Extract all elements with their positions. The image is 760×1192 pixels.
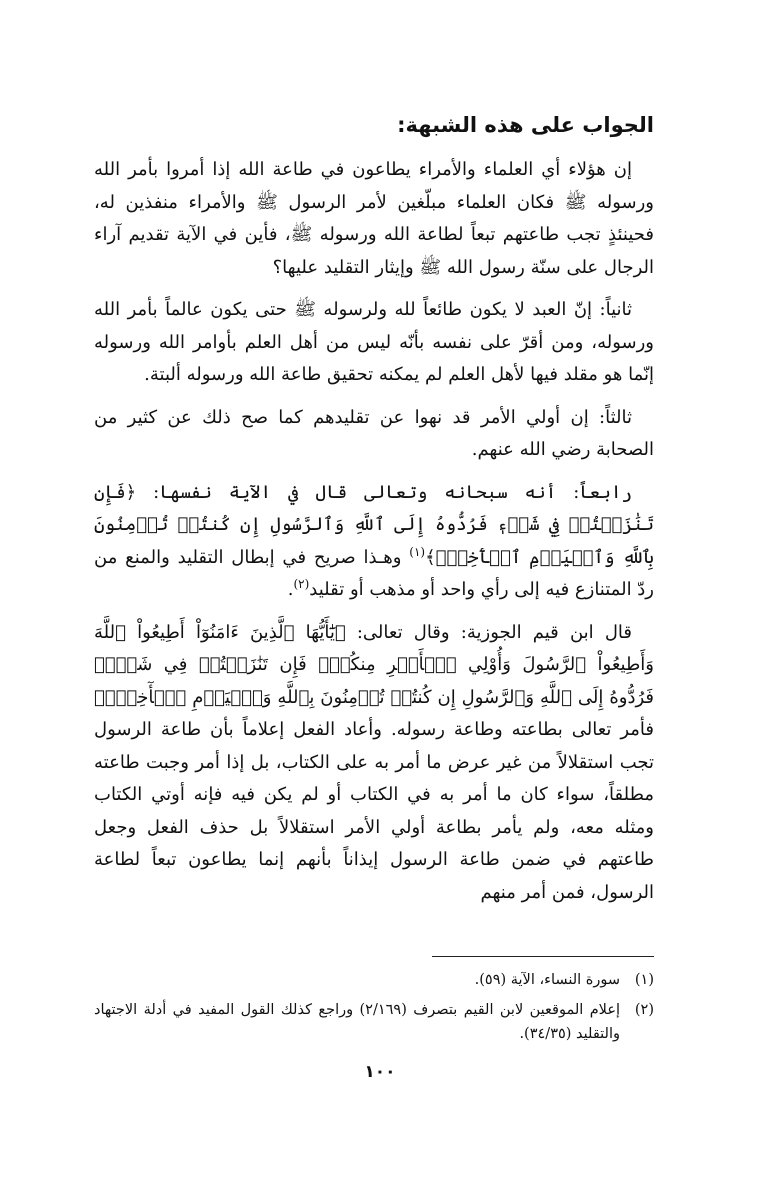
page-body — [94, 108, 654, 919]
footnote-number: (١) — [634, 972, 654, 988]
footnote-divider — [432, 956, 654, 957]
paragraph-2: ثانياً: إنّ العبد لا يكون طائعاً لله ولرسوله ﷺ حتى يكون عالماً بأمر الله ورسوله، ومن أقرّ على نفسه بأنّه ليس من أهل العلم بأوامر الله ورسوله إنّما هو مقلد فيها لأهل العلم لم يمكنه تحقيق طاعة الله ورسوله ألبتة. — [94, 299, 654, 385]
paragraph-4-text: وهـذا صريح في إبطال التقليد والمنع من ردّ المتنازع فيه إلى رأي واحد أو مذهب أو تقليد — [94, 546, 654, 600]
footnote-2 — [94, 998, 654, 1046]
paragraph-1: إن هؤلاء أي العلماء والأمراء يطاعون في طاعة الله إذا أمروا بأمر الله ورسوله ﷺ فكان العلماء مبلّغين لأمر الرسول ﷺ والأمراء منفذين له، فحينئذٍ تجب طاعتهم تبعاً لطاعة الله ورسوله ﷺ، فأين في الآية تقديم آراء الرجال على سنّة رسول الله ﷺ وإيثار التقليد عليها؟ — [94, 159, 654, 278]
footnote-text: سورة النساء، الآية (٥٩). — [474, 972, 620, 988]
footnotes — [94, 964, 654, 1052]
paragraph-4-quran-verse: رابعاً: أنه سبحانه وتعالى قال في الآية نفسها: ﴿فَإِن تَنَٰزَعۡتُمۡ فِي شَيۡءٖ فَرُدُّوهُ إِلَى ٱللَّهِ وَٱلرَّسُولِ إِن كُنتُمۡ تُؤۡمِنُونَ بِٱللَّهِ وَٱلۡيَوۡمِ ٱلۡأٓخِرِۚ﴾ — [94, 481, 654, 568]
paragraph-4-end: . — [287, 579, 294, 600]
footnote-ref-1: (١) — [409, 544, 426, 559]
footnote-number: (٢) — [634, 1002, 654, 1018]
page-number: ١٠٠ — [364, 1062, 396, 1082]
footnote-ref-2: (٢) — [293, 577, 310, 591]
paragraph-4 — [94, 477, 654, 607]
footnote-text: إعلام الموقعين لابن القيم بتصرف (٢/١٦٩) وراجع كذلك القول المفيد في أدلة الاجتهاد والتقليد (٣٤/٣٥). — [94, 1002, 621, 1042]
paragraph-3: ثالثاً: إن أولي الأمر قد نهوا عن تقليدهم كما صح ذلك عن كثير من الصحابة رضي الله عنهم. — [94, 406, 654, 460]
footnote-1 — [94, 968, 654, 992]
section-heading: الجواب على هذه الشبهة: — [397, 113, 654, 137]
paragraph-5: قال ابن قيم الجوزية: وقال تعالى: ﴿يَٰٓأَيُّهَا ٱلَّذِينَ ءَامَنُوٓاْ أَطِيعُواْ ٱللَّهَ وَأَطِيعُواْ ٱلرَّسُولَ وَأُوْلِي ٱلۡأَمۡرِ مِنكُمۡۖ فَإِن تَنَٰزَعۡتُمۡ فِي شَيۡءٖ فَرُدُّوهُ إِلَى ٱللَّهِ وَٱلرَّسُولِ إِن كُنتُمۡ تُؤۡمِنُونَ بِٱللَّهِ وَٱلۡيَوۡمِ ٱلۡأٓخِرِۚ﴾ فأمر تعالى بطاعته وطاعة رسوله. وأعاد الفعل إعلاماً بأن طاعة الرسول تجب استقلالاً من غير عرض ما أمر به على الكتاب، بل إذا أمر وجبت طاعته مطلقاً، سواء كان ما أمر به في الكتاب أو لم يكن فيه فإنه أوتي الكتاب ومثله معه، ولم يأمر بطاعة أولي الأمر استقلالاً بل حذف الفعل وجعل طاعتهم في ضمن طاعة الرسول إيذاناً بأنهم إنما يطاعون تبعاً لطاعة الرسول، فمن أمر منهم — [94, 621, 654, 903]
